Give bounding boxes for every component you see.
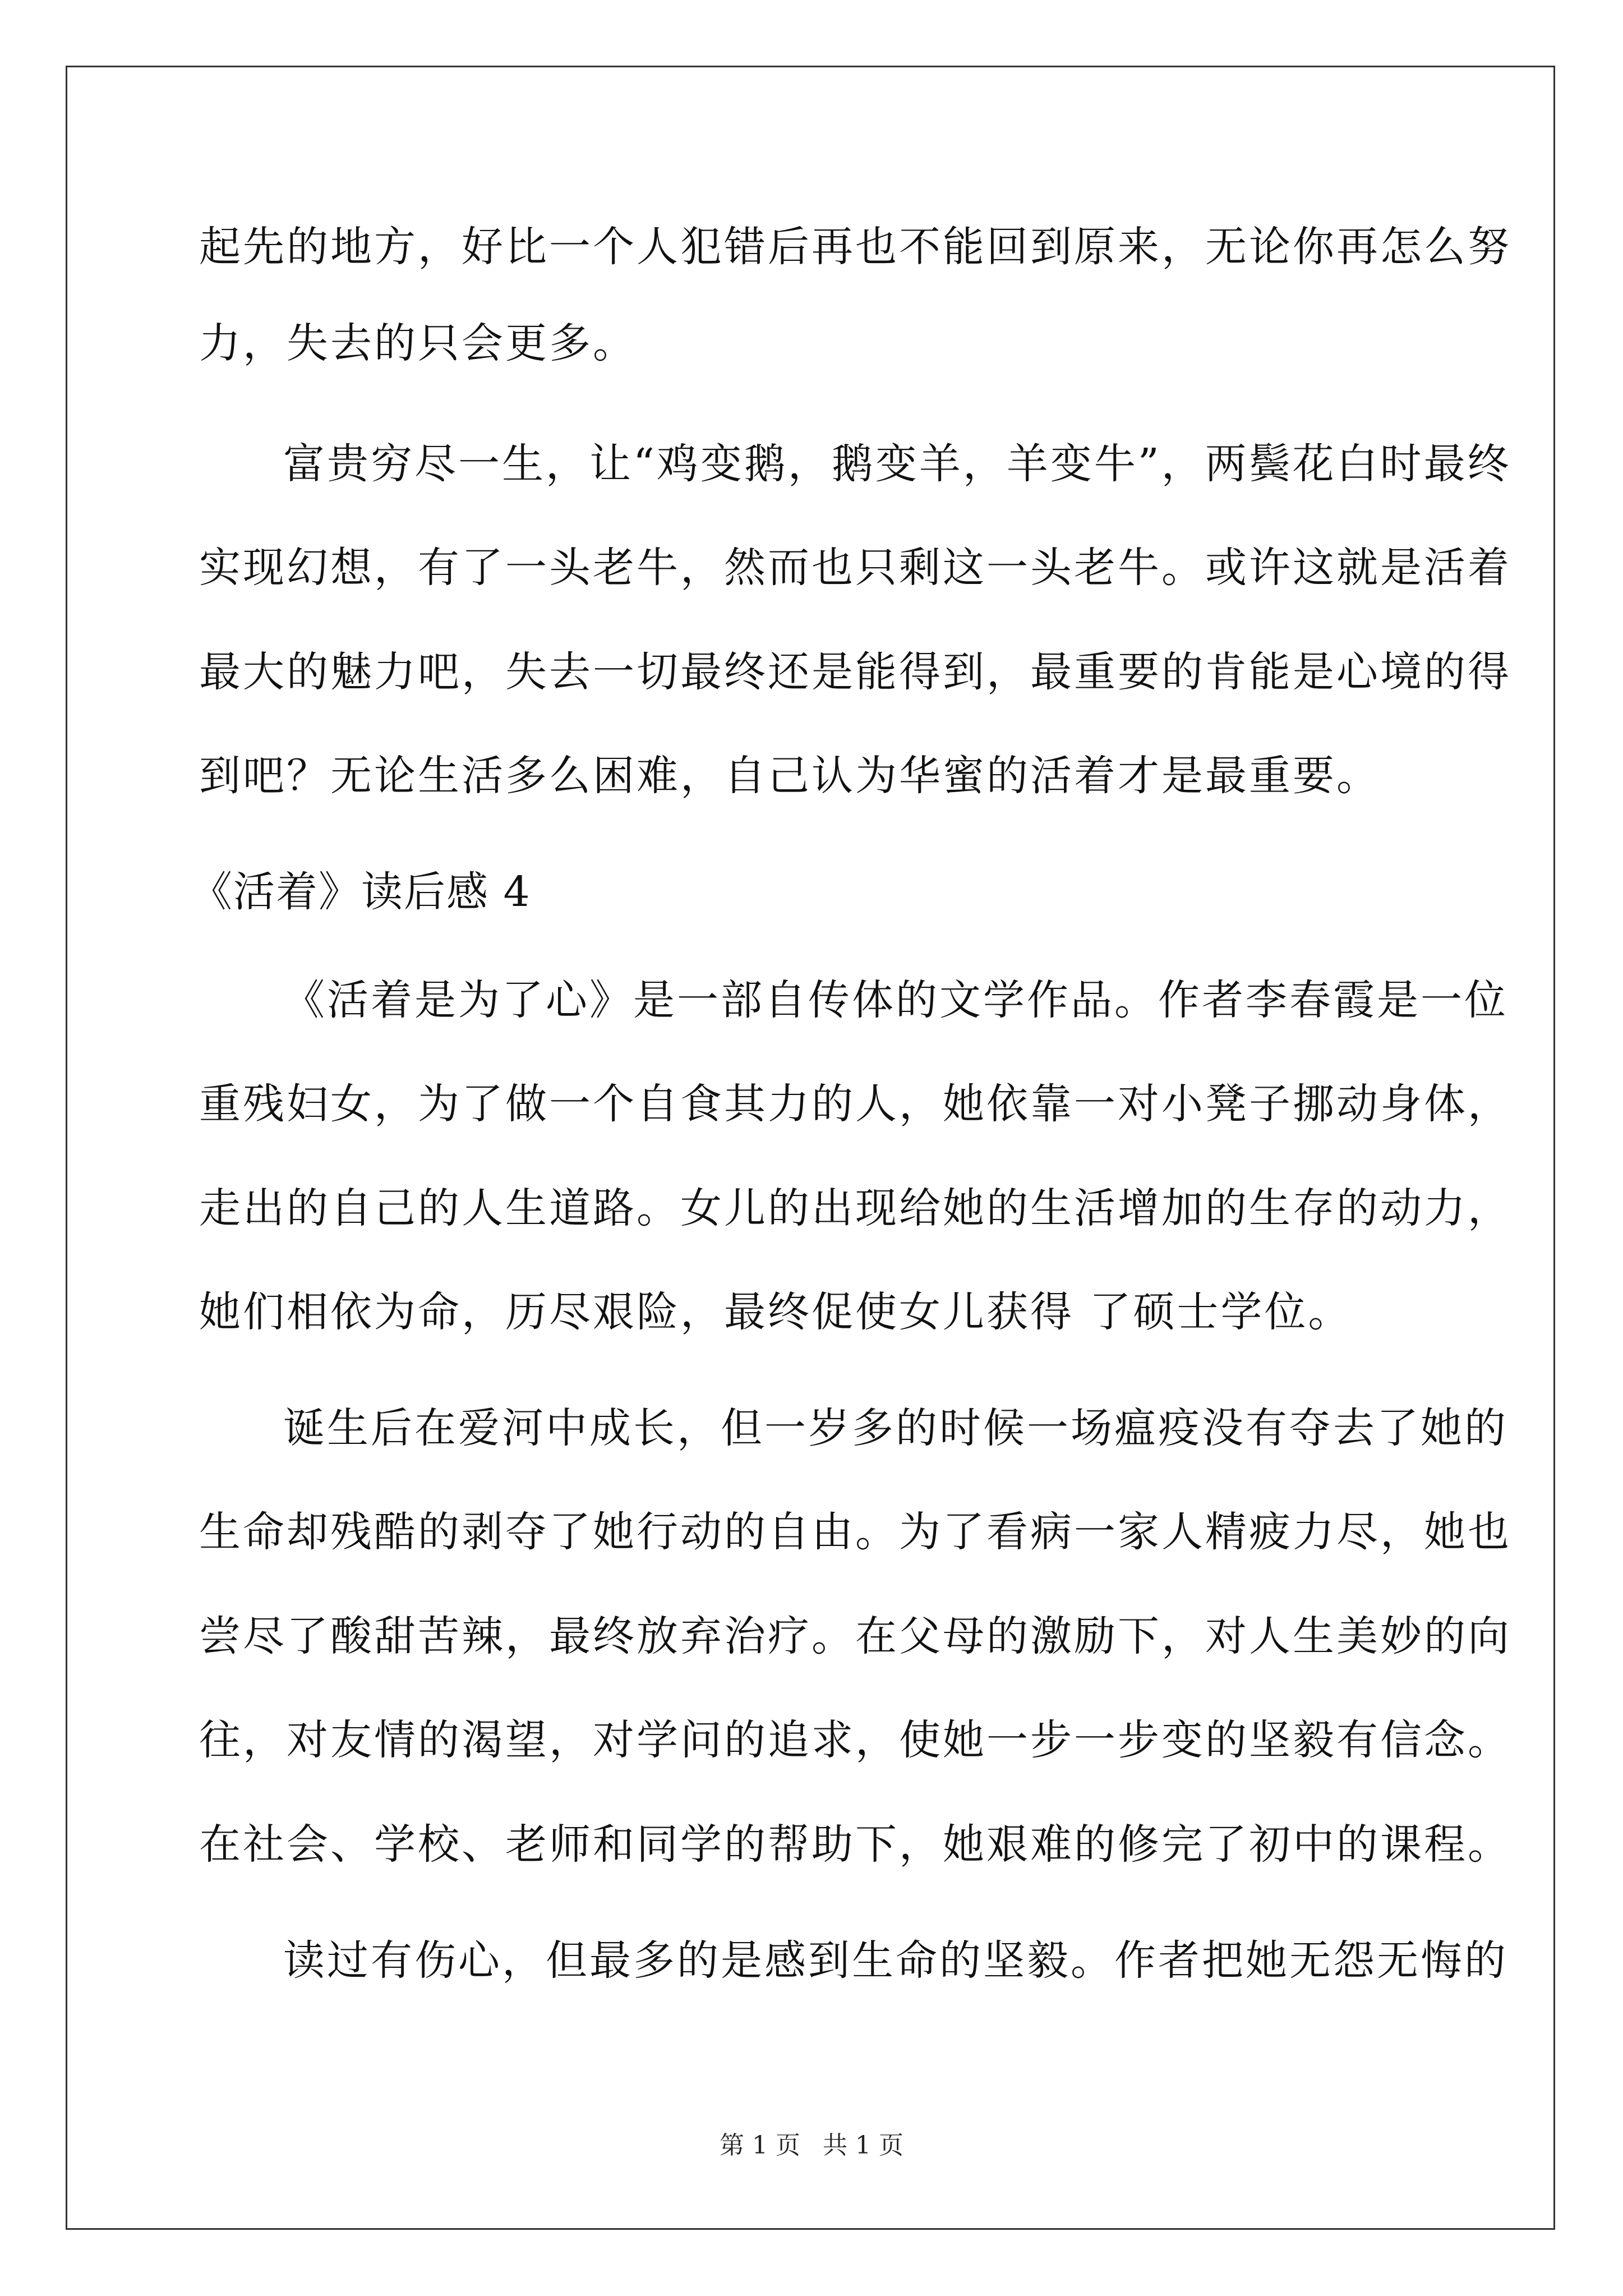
page-border (66, 66, 1555, 2230)
paragraph-3-line-4: 她们相依为命，历尽艰险，最终促使女儿获得 了硕士学位。 (199, 1288, 1352, 1336)
paragraph-4-line-2: 生命却残酷的剥夺了她行动的自由。为了看病一家人精疲力尽，她也 (199, 1508, 1511, 1556)
paragraph-2-line-4: 到吧？无论生活多么困难，自己认为华蜜的活着才是最重要。 (199, 752, 1380, 800)
paragraph-2-line-1: 富贵穷尽一生，让“鸡变鹅，鹅变羊，羊变牛”，两鬓花白时最终 (283, 440, 1511, 488)
page-number-total: 共 1 页 (823, 2131, 903, 2160)
page-number-current: 第 1 页 (720, 2131, 800, 2160)
paragraph-4-line-1: 诞生后在爱河中成长，但一岁多的时候一场瘟疫没有夺去了她的 (283, 1404, 1508, 1452)
page-footer (0, 2129, 1623, 2162)
paragraph-2-line-3: 最大的魅力吧，失去一切最终还是能得到，最重要的肯能是心境的得 (199, 648, 1511, 696)
paragraph-5-line-1: 读过有伤心，但最多的是感到生命的坚毅。作者把她无怨无悔的 (283, 1936, 1508, 1985)
paragraph-3-line-2: 重残妇女，为了做一个自食其力的人，她依靠一对小凳子挪动身体， (199, 1080, 1511, 1128)
paragraph-3-line-1: 《活着是为了心》是一部自传体的文学作品。作者李春霞是一位 (283, 976, 1508, 1024)
paragraph-2-line-2: 实现幻想，有了一头老牛，然而也只剩这一头老牛。或许这就是活着 (199, 544, 1511, 592)
paragraph-1-line-1: 起先的地方，好比一个人犯错后再也不能回到原来，无论你再怎么努 (199, 223, 1511, 271)
paragraph-4-line-3: 尝尽了酸甜苦辣，最终放弃治疗。在父母的激励下，对人生美妙的向 (199, 1612, 1511, 1660)
paragraph-3-line-3: 走出的自己的人生道路。女儿的出现给她的生活增加的生存的动力， (199, 1184, 1511, 1232)
paragraph-1-line-2: 力，失去的只会更多。 (199, 319, 637, 367)
paragraph-4-line-4: 往，对友情的渴望，对学问的追求，使她一步一步变的坚毅有信念。 (199, 1716, 1511, 1764)
paragraph-4-line-5: 在社会、学校、老师和同学的帮助下，她艰难的修完了初中的课程。 (199, 1820, 1511, 1869)
section-heading: 《活着》读后感 4 (191, 868, 531, 916)
